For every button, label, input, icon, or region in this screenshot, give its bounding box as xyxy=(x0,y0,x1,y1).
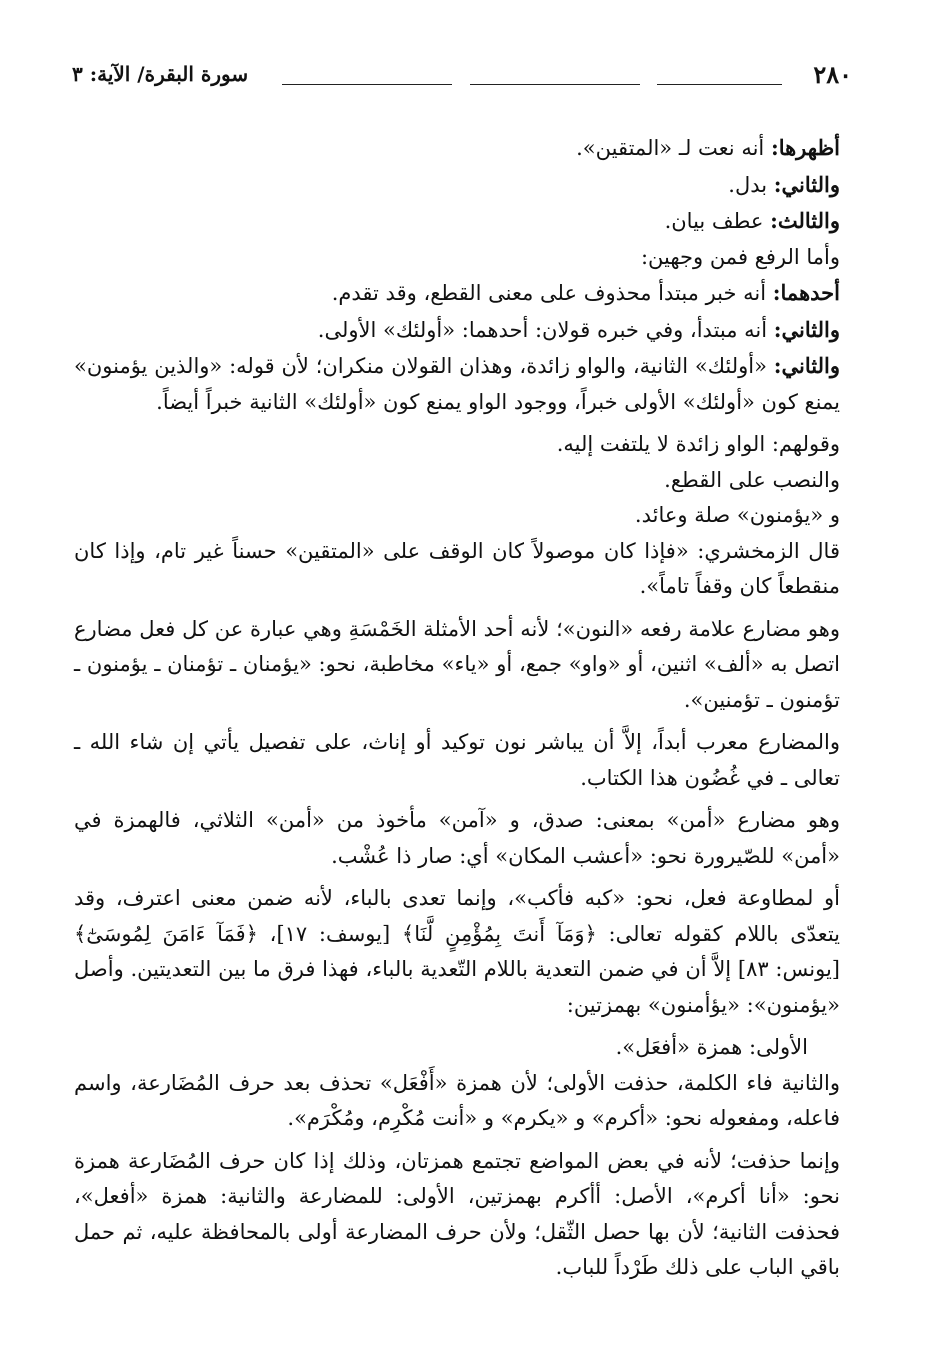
paragraph xyxy=(74,803,856,874)
page-body xyxy=(74,130,856,1286)
paragraph xyxy=(74,498,856,534)
paragraph xyxy=(74,130,856,167)
paragraph xyxy=(74,1030,856,1066)
paragraph xyxy=(74,167,856,204)
paragraph xyxy=(74,348,856,420)
paragraph xyxy=(74,534,856,605)
paragraph xyxy=(74,275,856,312)
paragraph xyxy=(74,203,856,240)
paragraph-text: وقولهم: الواو زائدة لا يلتفت إليه. xyxy=(556,432,840,456)
paragraph-text: أنه خبر مبتدأ محذوف على معنى القطع، وقد تقدم. xyxy=(331,281,773,305)
paragraph-label: والثاني: xyxy=(773,353,840,378)
paragraph-text: عطف بيان. xyxy=(664,209,771,233)
paragraph xyxy=(74,240,856,276)
header-rule xyxy=(282,84,452,85)
paragraph-label: والثالث: xyxy=(770,208,840,233)
paragraph xyxy=(74,1066,856,1137)
paragraph-text: و «يؤمنون» صلة وعائد. xyxy=(634,503,840,527)
paragraph xyxy=(74,427,856,463)
paragraph-text: أنه مبتدأ، وفي خبره قولان: أحدهما: «أولئك» الأولى. xyxy=(317,317,774,342)
header-rule xyxy=(470,84,640,85)
paragraph-text: قال الزمخشري: «فإذا كان موصولاً كان الوقف على «المتقين» حسناً غير تام، وإذا كان منقطعاً كان وقفاً تاماً». xyxy=(74,538,840,598)
running-title: سورة البقرة/ الآية: ٣ xyxy=(72,62,249,86)
paragraph-text: أنه نعت لـ «المتقين». xyxy=(576,136,771,160)
running-header xyxy=(72,58,852,92)
paragraph-text: بدل. xyxy=(728,172,774,197)
header-rule xyxy=(657,84,782,85)
paragraph-label: والثاني: xyxy=(773,316,840,342)
paragraph-text: وأما الرفع فمن وجهين: xyxy=(640,244,840,269)
paragraph-text: والنصب على القطع. xyxy=(664,467,840,492)
paragraph-text: الأولى: همزة «أفعَل». xyxy=(615,1035,808,1059)
paragraph-text: والثانية فاء الكلمة، حذفت الأولى؛ لأن همزة «أَفْعَل» تحذف بعد حرف المُضَارعة، واسم فاعله، ومفعوله نحو: «أكرم» و «يكرم» و «أنت مُكْرِم، ومُكْرَم». xyxy=(74,1070,840,1130)
paragraph xyxy=(74,881,856,1023)
paragraph-text: وهو مضارع «أمن» بمعنى: صدق، و «آمن» مأخوذ من «أمن» الثلاثي، فالهمزة في «أمن» للصّيرورة نحو: «أعشب المكان» أي: صار ذا عُشْب. xyxy=(74,808,840,868)
paragraph xyxy=(74,463,856,499)
paragraph-text: والمضارع معرب أبداً، إلاَّ أن يباشر نون توكيد أو إناث، على تفصيل يأتي إن شاء الله ـ تعالى ـ في غُضُون هذا الكتاب. xyxy=(74,730,840,790)
paragraph-text: وإنما حذفت؛ لأنه في بعض المواضع تجتمع همزتان، وذلك إذا كان حرف المُضَارعة همزة نحو: «أنا أكرم»، الأصل: أأكرم بهمزتين، الأولى: للمضارعة والثانية: همزة «أفعل»، فحذفت الثانية؛ لأن بها حصل الثّقل؛ ولأن حرف المضارعة أولى بالمحافظة عليه، ثم حمل باقي الباب على ذلك طَرْداً للباب. xyxy=(74,1148,840,1279)
paragraph xyxy=(74,612,856,719)
paragraph-text: «أولئك» الثانية، والواو زائدة، وهذان القولان منكران؛ لأن قوله: «والذين يؤمنون» يمنع كون «أولئك» الأولى خبراً، ووجود الواو يمنع كون «أولئك» الثانية خبراً أيضاً. xyxy=(74,354,840,414)
paragraph-label: والثاني: xyxy=(773,171,840,197)
paragraph xyxy=(74,725,856,796)
paragraph xyxy=(74,312,856,349)
paragraph-text: وهو مضارع علامة رفعه «النون»؛ لأنه أحد الأمثلة الخَمْسَةِ وهي عبارة عن كل فعل مضارع اتصل به «ألف» اثنين، أو «واو» جمع، أو «ياء» مخاطبة، نحو: «يؤمنان ـ تؤمنان ـ يؤمنون ـ تؤمنون ـ تؤمنين». xyxy=(74,616,840,712)
paragraph-label: أحدهما: xyxy=(772,280,840,305)
paragraph-label: أظهرها: xyxy=(770,135,840,160)
paragraph-text: أو لمطاوعة فعل، نحو: «كبه فأكب»، وإنما تعدى بالباء، لأنه ضمن معنى اعترف، وقد يتعدّى باللام كقوله تعالى: ﴿وَمَآ أَنتَ بِمُؤْمِنٍ لَّنَا﴾ [يوسف: ١٧]، ﴿فَمَآ ءَامَنَ لِمُوسَىٰٓ﴾ [يونس: ٨٣] إلاَّ أن في ضمن التعدية باللام التّعدية بالباء، فهذا فرق ما بين التعديتين. وأصل «يؤمنون»: «يؤأمنون» بهمزتين: xyxy=(74,886,840,1017)
paragraph xyxy=(74,1144,856,1286)
page-number: ٢٨٠ xyxy=(813,60,852,89)
